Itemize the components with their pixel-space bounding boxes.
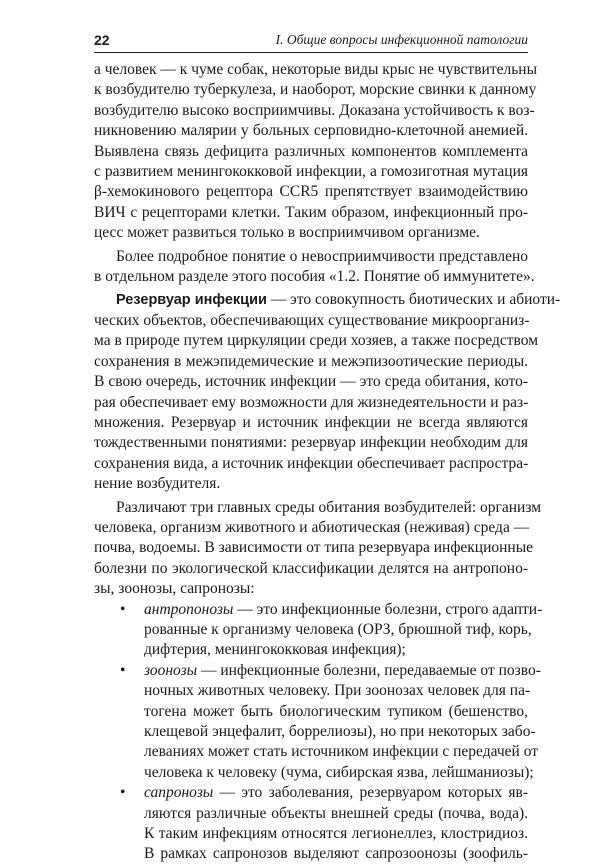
text-line: ночных животных человеку. При зоонозах человек для па- [144,682,531,700]
list-item-anthroponoses [94,600,543,661]
text-line: Более подробное понятие о невосприимчивости представлено [116,247,528,265]
text-line: человека, организм животного и абиотическая (неживая) среда — [94,518,530,536]
text-line: а человек — к чуме собак, некоторые виды крыс не чувствительны [94,61,537,78]
text-line: ВИЧ с рецепторами клетки. Таким образом, инфекционный про- [94,203,528,221]
paragraph-susceptibility [94,60,537,244]
classification-list [94,600,543,865]
text-line: Выявлена связь дефицита различных компонентов комплемента [94,142,528,160]
paragraph-habitats [94,498,542,600]
running-head: I. Общие вопросы инфекционной патологии [275,32,528,47]
text-line: рая обеспечивает ему возможности для жизнедеятельности и раз- [94,393,529,411]
paragraph-reservoir [94,290,561,494]
text-line: ческих объектов, обеспечивающих существование микроорганиз- [94,311,530,329]
text-line: тождественными понятиями: резервуар инфекции необходим для [94,434,528,452]
text-line: зы, зоонозы, сапронозы: [94,580,255,598]
list-item-zoonoses [94,661,541,783]
text-line: ма в природе путем циркуляции среди хозяев, а также посредством [94,332,539,350]
term-zoonoses: зоонозы [144,661,198,679]
bullet-icon: • [120,600,126,618]
text-line: к возбудителю туберкулеза, и наоборот, морские свинки к данному [94,81,537,99]
text-line: антропонозы — это инфекционные болезни, строго адапти- [144,600,543,618]
text-line: человека к человеку (чума, сибирская язва, лейшманиозы); [144,763,534,781]
text-line: В свою очередь, источник инфекции — это среда обитания, кото- [94,373,528,391]
text-line: Резервуар инфекции — это совокупность биотических и абиоти- [116,291,561,309]
text-line: ляются различные объекты внешней среды (почва, вода). [144,804,528,822]
text-line: К таким инфекциям относятся легионеллез, клостридиоз. [144,825,528,843]
text-line: сохранения в межэпидемические и межэпизоотические периоды. [94,352,528,370]
text-line: дифтерия, менингококковая инфекция); [144,641,406,659]
text-line: Различают три главных среды обитания возбудителей: организм [116,498,542,516]
paragraph-immunity-reference [94,247,535,288]
text-line: болезни по экологической классификации делятся на антропоно- [94,559,528,577]
text-line: сапронозы — это заболевания, резервуаром которых яв- [144,784,528,802]
text-line: с развитием менингококковой инфекции, а гомозиготная мутация [94,163,528,181]
text-line: зоонозы — инфекционные болезни, передаваемые от позво- [144,661,541,679]
text-line: сохранения вида, а источник инфекции обеспечивает распростра- [94,454,529,472]
text-line: леваниях может стать источником инфекции с передачей от [144,743,539,761]
page-header [94,30,528,53]
term-sapronoses: сапронозы [144,784,214,802]
text-line: в отдельном разделе этого пособия «1.2. Понятие об иммунитете». [94,268,535,286]
text-line: рованные к организму человека (ОРЗ, брюшной тиф, корь, [144,620,532,638]
bullet-icon: • [120,661,126,679]
text-line: никновению малярии у больных серповидно-клеточной анемией. [94,122,528,140]
text-line: цесс может развиться только в восприимчивом организме. [94,224,480,242]
text-line: возбудителю высоко восприимчивы. Доказана устойчивость к воз- [94,101,535,119]
term-anthroponoses: антропонозы [144,600,234,618]
text-line: почва, водоемы. В зависимости от типа резервуара инфекционные [94,539,534,557]
text-line: В рамках сапронозов выделяют сапрозоонозы (зоофиль- [144,845,528,863]
term-reservoir: Резервуар инфекции [116,292,267,309]
bullet-icon: • [120,784,126,802]
text-line: множения. Резервуар и источник инфекции не всегда являются [94,413,528,431]
text-line: нение возбудителя. [94,475,221,493]
text-line: клещевой энцефалит, боррелиозы), но при некоторых забо- [144,723,536,740]
page-number: 22 [94,32,110,48]
list-item-sapronoses [94,783,528,865]
body-text [94,60,561,865]
text-line: β-хемокинового рецептора CCR5 препятствует взаимодействию [94,183,528,201]
text-line: тогена может быть биологическим тупиком (бешенство, [144,702,528,720]
